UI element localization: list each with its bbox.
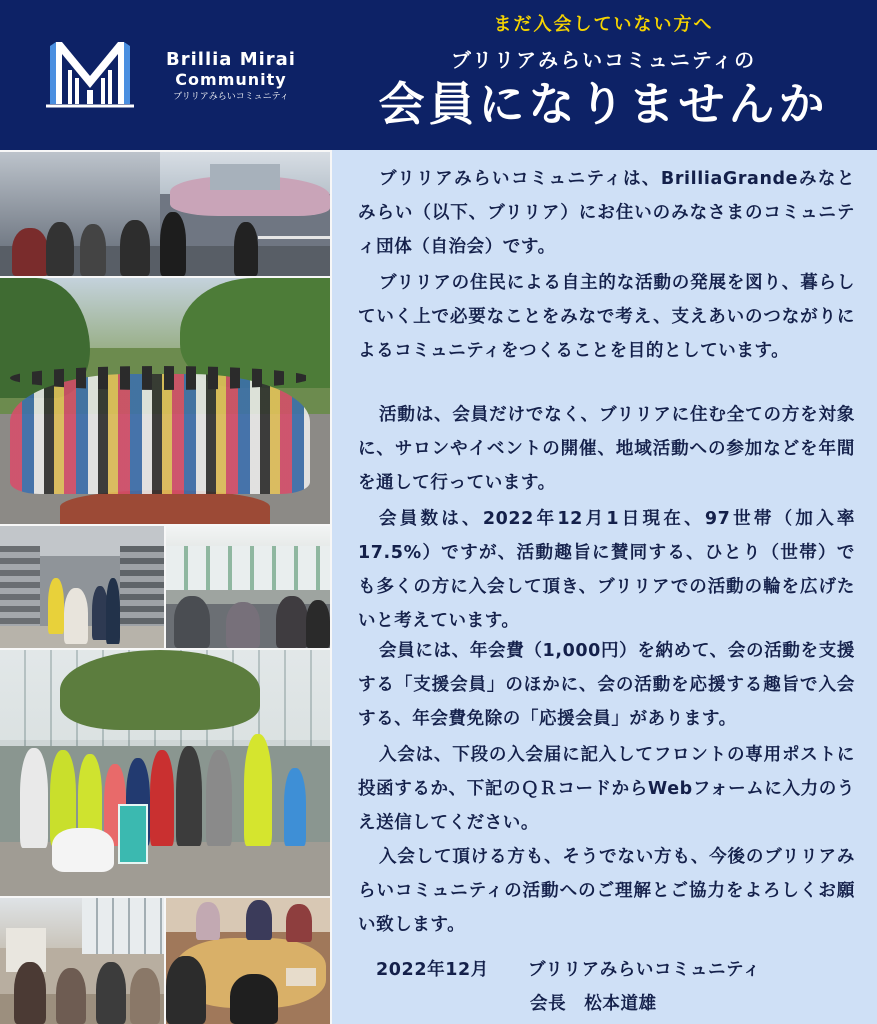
children-group-photo (0, 278, 330, 524)
signature-organization: ブリリアみらいコミュニティ (528, 960, 761, 980)
brand-line-1: Brillia Mirai (166, 49, 296, 70)
concert-photo (0, 152, 330, 276)
pre-title: まだ入会していない方へ (493, 14, 714, 35)
brand-line-3: ブリリアみらいコミュニティ (173, 92, 289, 102)
brand-line-2: Community (175, 70, 287, 89)
page-title: 会員になりませんか (378, 77, 829, 131)
purpose-paragraph: ブリリアの住民による自主的な活動の発展を図り、暮らしていく上で必要なことをみなで考え、支えあいのつながりによるコミュニティをつくることを目的としています。 (358, 273, 855, 361)
cleanup-group-photo (0, 650, 330, 896)
intro-paragraph: ブリリアみらいコミュニティは、BrilliaGrandeみなとみらい（以下、ブリリア）にお住いのみなさまのコミュニティ団体（自治会）です。 (358, 169, 855, 257)
sub-title: ブリリアみらいコミュニティの (450, 48, 757, 72)
membership-types-paragraph: 会員には、年会費（1,000円）を納めて、会の活動を支援する「支援会員」のほかに、会の活動を応援する趣旨で入会する、年会費免除の「応援会員」があります。 (358, 641, 855, 729)
membership-count-paragraph: 会員数は、2022年12月1日現在、97世帯（加入率17.5%）ですが、活動趣旨に賛同する、ひとり（世帯）でも多くの方に入会して頂き、ブリリアでの活動の輪を広げたいと考えています。 (358, 509, 855, 631)
activities-paragraph: 活動は、会員だけでなく、ブリリアに住む全ての方を対象に、サロンやイベントの開催、地域活動への参加などを年間を通して行っています。 (358, 405, 855, 493)
facility-tour-photo (0, 526, 164, 648)
signature-date: 2022年12月 (376, 960, 489, 980)
signature-chairperson: 会長 松本道雄 (530, 994, 657, 1014)
how-to-join-paragraph: 入会は、下段の入会届に記入してフロントの専用ポストに投函するか、下記のＱＲコードからWebフォームに入力のうえ送信してください。 (358, 745, 855, 833)
salon-photo (0, 898, 164, 1024)
header-title-block (330, 0, 877, 150)
building-m-logo-icon (42, 36, 138, 108)
craft-table-photo (166, 898, 330, 1024)
hall-event-photo (166, 526, 330, 648)
description-panel (332, 150, 877, 1024)
header-banner (0, 0, 877, 150)
closing-paragraph: 入会して頂ける方も、そうでない方も、今後のブリリアみらいコミュニティの活動へのご理解とご協力をよろしくお願い致します。 (358, 847, 855, 935)
brand-name (156, 50, 306, 104)
photo-collage (0, 150, 332, 1024)
